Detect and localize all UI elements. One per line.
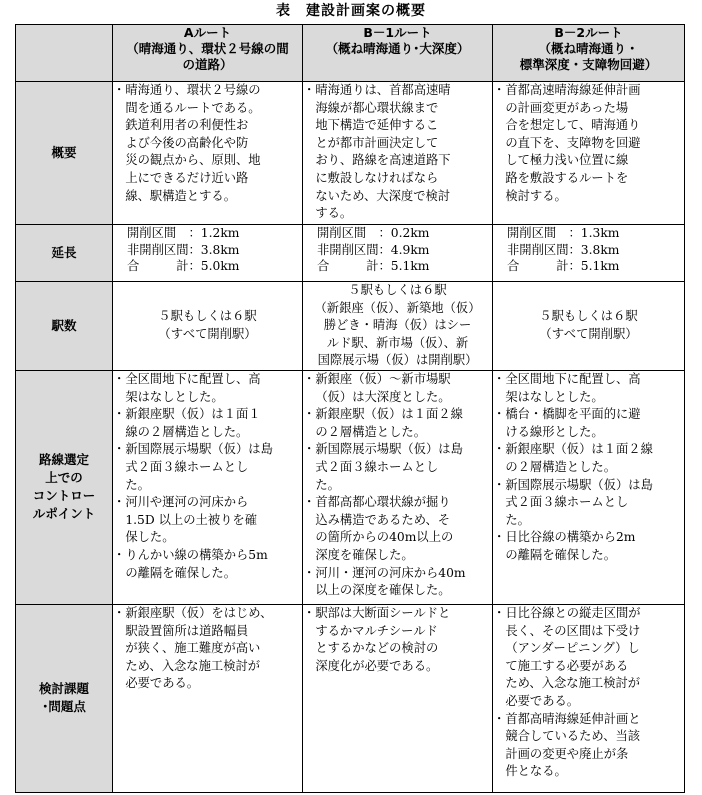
- control-b1-cell: [303, 370, 493, 604]
- list-item: ・ 日比谷線の構築から2m の離隔を確保した。: [493, 530, 636, 562]
- column-b2-sub: （概ね晴海通り・ 標準深度・支障物回避）: [519, 41, 658, 72]
- list-item: ・ 駅部は大断面シールドと するかマルチシールド とするかなどの検討の 深度化が必要である。: [303, 605, 451, 673]
- length-b2-cell: [493, 225, 685, 282]
- issues-row: [16, 604, 685, 792]
- list-item: ・ 新国際展示場駅（仮）は島 式２面３線ホームとし た。: [303, 442, 463, 492]
- column-header-b1: [303, 25, 493, 82]
- page-title: 表 建設計画案の概要: [276, 3, 426, 19]
- route-comparison-table: [15, 24, 685, 793]
- length-label: 延長: [16, 225, 113, 282]
- list-item: ・ 新銀座（仮）～新市場駅 （仮）は大深度とした。: [303, 371, 451, 404]
- overview-b2-cell: ・ 首都高速晴海線延伸計画 の計画変更があった場 合を想定して、晴海通り の直下を、支障物を回避 して極力浅い位置に線 路を敷設するルートを 検討する。: [493, 82, 685, 225]
- control-points-label: 路線選定 上での コントロー ルポイント: [16, 370, 113, 604]
- list-item: ・ 新銀座駅（仮）をはじめ、 駅設置箇所は道路幅員 が狭く、施工難度が高い ため、入念な施工検討が 必要である。: [113, 605, 273, 691]
- list-item: ・ 新国際展示場駅（仮）は島 式２面３線ホームとし た。: [113, 442, 273, 492]
- overview-b2-text: 首都高速晴海線延伸計画 の計画変更があった場 合を想定して、晴海通り の直下を、支障物を回避 して極力浅い位置に線 路を敷設するルートを 検討する。: [505, 83, 641, 203]
- column-b2-name: B－2ルート: [554, 25, 623, 40]
- list-item: ・ りんかい線の構築から5m の離隔を確保した。: [113, 547, 268, 580]
- list-item: ・ 新国際展示場駅（仮）は島 式２面３線ホームとし た。: [493, 477, 653, 527]
- column-b1-sub: （概ね晴海通り･大深度）: [325, 41, 470, 56]
- list-item: ・ 新銀座駅（仮）は１面２線 の２層構造とした。: [303, 407, 463, 439]
- list-item: ・ 河川・運河の河床から40m 以上の深度を確保した。: [303, 565, 466, 598]
- column-a-name: Aルート: [183, 25, 232, 40]
- list-item: ・ 全区間地下に配置し、高 架はなしとした。: [493, 371, 641, 404]
- issues-b1-cell: [303, 604, 493, 792]
- list-item: ・ 新銀座駅（仮）は１面２線 の２層構造とした。: [493, 442, 653, 474]
- overview-label: 概要: [16, 82, 113, 225]
- corner-cell: [16, 25, 113, 82]
- overview-b1-cell: ・ 晴海通りは、首都高速晴 海線が都心環状線まで 地下構造で延伸するこ とが都市計画決定して おり、路線を高速道路下 に敷設しなければなら ないため、大深度で検討 する。: [303, 82, 493, 225]
- overview-b1-text: 晴海通りは、首都高速晴 海線が都心環状線まで 地下構造で延伸するこ とが都市計画決定して おり、路線を高速道路下 に敷設しなければなら ないため、大深度で検討 する。: [315, 83, 451, 221]
- list-item: ・ 首都高都心環状線が掘り 込み構造であるため、そ の箇所からの40m以上の 深度を確保した。: [303, 495, 454, 562]
- issues-b2-cell: [493, 604, 685, 792]
- stations-row: [16, 282, 685, 371]
- list-item: ・ 全区間地下に配置し、高 架はなしとした。: [113, 371, 261, 404]
- length-row: [16, 225, 685, 282]
- list-item: ・ 河川や運河の河床から 1.5D 以上の土被りを確 保した。: [113, 495, 258, 545]
- length-a-cell: [113, 225, 303, 282]
- length-b2-text: 開削区間 ：1.3km 非開削区間：3.8km 合 計：5.1km: [507, 226, 620, 273]
- column-b1-name: B－1ルート: [363, 25, 432, 40]
- list-item: ・ 橋台・橋脚を平面的に避 ける線形とした。: [493, 407, 641, 439]
- overview-a-cell: ・ 晴海通り、環状２号線の 間を通るルートである。 鉄道利用者の利便性お よび今後の高齢化や防 災の観点から、原則、地 上にできるだけ近い路 線、駅構造とする。: [113, 82, 303, 225]
- stations-a-text: ５駅もしくは６駅 （すべて開削駅）: [158, 309, 257, 341]
- header-row: [16, 25, 685, 82]
- stations-a-cell: [113, 282, 303, 371]
- control-points-row: [16, 370, 685, 604]
- list-item: ・ 新銀座駅（仮）は１面１ 線の２層構造とした。: [113, 407, 261, 439]
- length-a-text: 開削区間 ：1.2km 非開削区間：3.8km 合 計：5.0km: [127, 226, 240, 273]
- issues-label: 検討課題 ･問題点: [16, 604, 113, 792]
- length-b1-text: 開削区間 ：0.2km 非開削区間：4.9km 合 計：5.1km: [317, 226, 430, 273]
- stations-b1-cell: [303, 282, 493, 371]
- stations-b1-text: ５駅もしくは６駅 （新銀座（仮）、新築地（仮） 勝どき・晴海（仮）はシー ルド駅、新市場（仮）、新 国際展示場（仮）は開削駅）: [314, 283, 481, 368]
- column-header-b2: [493, 25, 685, 82]
- issues-a-cell: [113, 604, 303, 792]
- overview-row: [16, 82, 685, 225]
- column-header-a: [113, 25, 303, 82]
- list-item: ・ 首都高晴海線延伸計画と 競合しているため、当該 計画の変更や廃止が条 件となる。: [493, 711, 641, 779]
- stations-b2-cell: [493, 282, 685, 371]
- stations-label: 駅数: [16, 282, 113, 371]
- control-a-cell: [113, 370, 303, 604]
- stations-b2-text: ５駅もしくは６駅 （すべて開削駅）: [539, 309, 638, 341]
- overview-a-text: 晴海通り、環状２号線の 間を通るルートである。 鉄道利用者の利便性お よび今後の高齢化や防 災の観点から、原則、地 上にできるだけ近い路 線、駅構造とする。: [125, 83, 261, 203]
- control-b2-cell: [493, 370, 685, 604]
- column-a-sub: （晴海通り、環状２号線の間 の道路）: [126, 41, 289, 72]
- list-item: ・ 日比谷線との縦走区間が 長く、その区間は下受け （アンダーピニング）し て施工する必要がある ため、入念な施工検討が 必要である。: [493, 605, 641, 708]
- length-b1-cell: [303, 225, 493, 282]
